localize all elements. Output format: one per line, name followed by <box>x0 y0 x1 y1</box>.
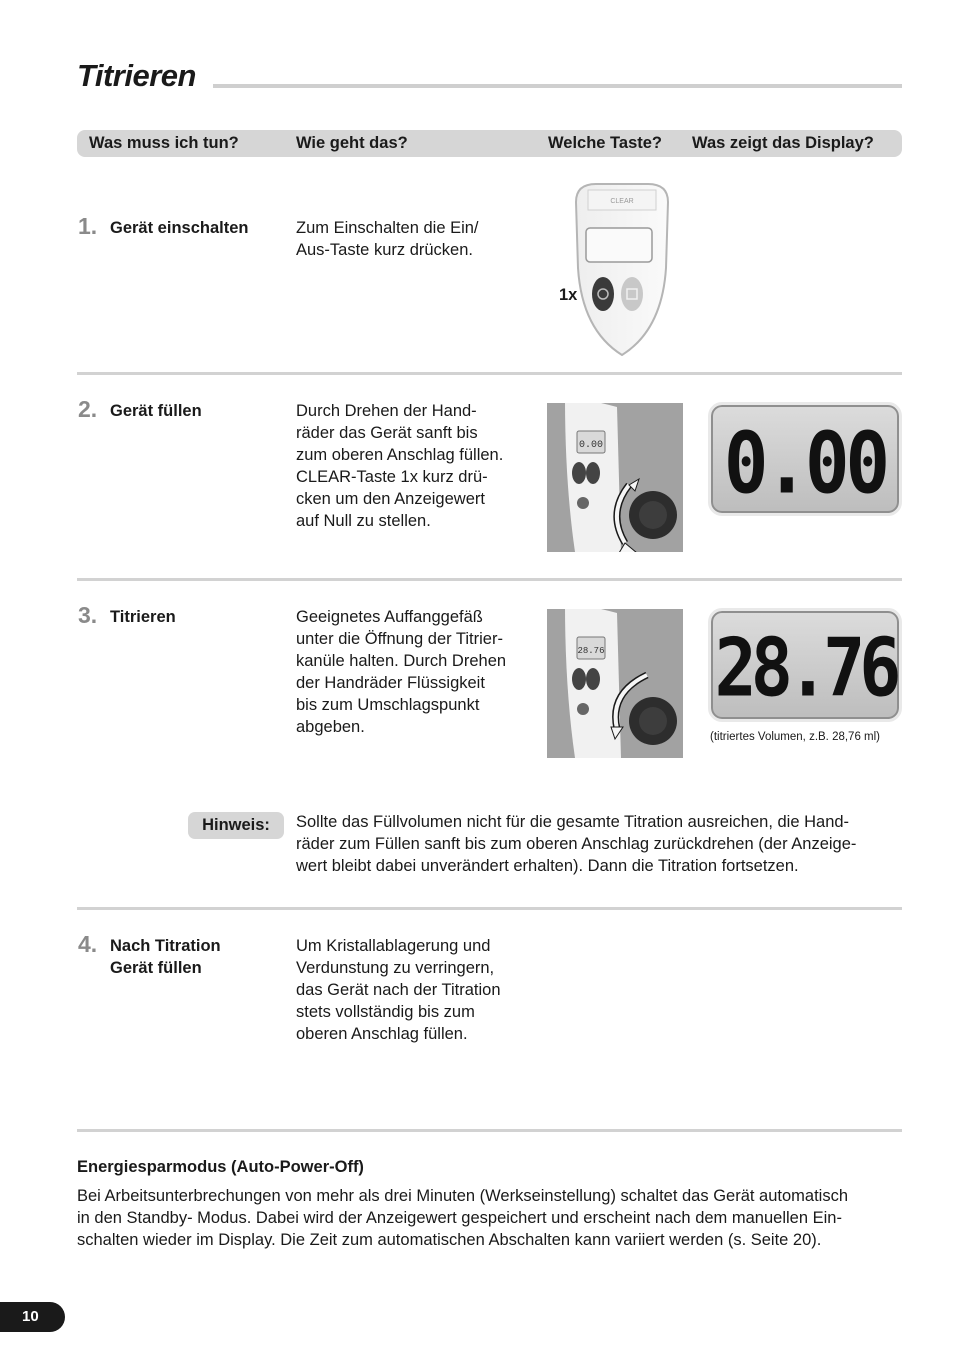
step-text: Geeignetes Auffanggefäß unter die Öffnung der Titrier- kanüle halten. Durch Drehen der Handräder Flüssigkeit bis zum Umschlagspunkt abgeben. <box>296 608 507 736</box>
step-number: 3. <box>78 602 98 628</box>
section-divider <box>77 372 902 375</box>
step-number: 2. <box>78 396 98 422</box>
display-lcd <box>708 608 902 722</box>
step-label: Gerät füllen <box>110 402 202 420</box>
header-how: Wie geht das? <box>296 134 408 152</box>
device-photo-dispense <box>547 609 683 758</box>
device-buttons-illustration <box>566 180 676 358</box>
energy-text: Bei Arbeitsunterbrechungen von mehr als drei Minuten (Werkseinstellung) schaltet das Gerät automatisch in den Standby- Modus. Dabei wird der Anzeigewert gespeichert und erscheint nach dem manuellen Ein- schalten wieder im Display. Die Zeit zum automatischen Abschalten kann variiert werden (s. Seite 20). <box>77 1187 849 1249</box>
header-display: Was zeigt das Display? <box>692 134 874 152</box>
step-label: Nach Titration Gerät füllen <box>110 937 221 977</box>
section-divider <box>77 1129 902 1132</box>
header-what: Was muss ich tun? <box>89 134 239 152</box>
note-text: Sollte das Füllvolumen nicht für die gesamte Titration ausreichen, die Hand- räder zum Füllen sanft bis zum oberen Anschlag zurückdrehen (der Anzeige- wert bleibt dabei unverändert erhalten). Dann die Titration fortsetzen. <box>296 813 857 875</box>
step-text: Durch Drehen der Hand- räder das Gerät sanft bis zum oberen Anschlag füllen. CLEAR-Taste 1x kurz drü- cken um den Anzeigewert auf Null zu stellen. <box>296 402 504 530</box>
header-key: Welche Taste? <box>548 134 663 152</box>
display-value: 0.00 <box>723 414 887 514</box>
press-count: 1x <box>559 286 578 304</box>
display-value: 28.76 <box>714 620 896 716</box>
device-brand: CLEAR <box>610 198 634 205</box>
step-text: Zum Einschalten die Ein/ Aus-Taste kurz drücken. <box>296 219 479 259</box>
step-text: Um Kristallablagerung und Verdunstung zu verringern, das Gerät nach der Titration stets vollständig bis zum oberen Anschlag füllen. <box>296 937 501 1043</box>
photo-screen-value: 28.76 <box>577 646 605 656</box>
step-number: 1. <box>78 213 98 239</box>
title-rule <box>213 84 902 88</box>
page-title: Titrieren <box>77 58 196 93</box>
page-number: 10 <box>0 1302 65 1332</box>
step-number: 4. <box>78 931 98 957</box>
section-divider <box>77 907 902 910</box>
display-lcd <box>708 402 902 516</box>
step-label: Gerät einschalten <box>110 219 249 237</box>
device-photo-fill <box>547 403 683 552</box>
photo-screen-value: 0.00 <box>578 440 604 451</box>
step-label: Titrieren <box>110 608 176 626</box>
display-caption: (titriertes Volumen, z.B. 28,76 ml) <box>710 731 881 743</box>
note-badge: Hinweis: <box>188 812 284 839</box>
energy-title: Energiesparmodus (Auto-Power-Off) <box>77 1158 364 1176</box>
section-divider <box>77 578 902 581</box>
